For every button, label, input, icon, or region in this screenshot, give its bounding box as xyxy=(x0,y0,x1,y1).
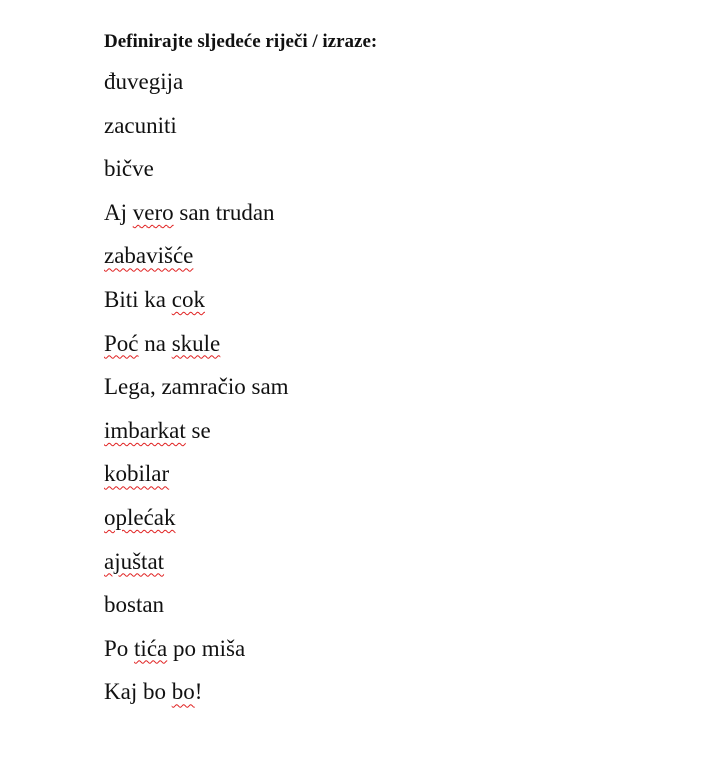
term-item xyxy=(104,546,289,590)
term-item xyxy=(104,197,289,241)
term-text: Biti ka xyxy=(104,286,172,312)
term-item xyxy=(104,371,289,415)
term-item xyxy=(104,502,289,546)
term-item xyxy=(104,153,289,197)
term-item xyxy=(104,328,289,372)
term-item xyxy=(104,110,289,154)
term-text: bostan xyxy=(104,592,165,618)
page-heading: Definirajte sljedeće riječi / izraze: xyxy=(104,31,378,52)
term-text: Lega, zamračio sam xyxy=(104,374,289,400)
term-text: po miša xyxy=(167,635,246,661)
term-item xyxy=(104,633,289,677)
term-item xyxy=(104,284,289,328)
spellcheck-flagged-word: bo xyxy=(171,679,195,705)
term-text: Aj xyxy=(104,199,133,225)
spellcheck-flagged-word: skule xyxy=(171,330,221,356)
spellcheck-flagged-word: oplećak xyxy=(104,504,176,530)
term-item xyxy=(104,66,289,110)
spellcheck-flagged-word: kobilar xyxy=(104,461,170,487)
term-item xyxy=(104,458,289,502)
term-text: đuvegija xyxy=(104,69,184,94)
term-text: bičve xyxy=(104,156,154,182)
spellcheck-flagged-word: imbarkat xyxy=(104,417,186,443)
term-item xyxy=(104,589,289,633)
term-text: Po xyxy=(104,635,135,661)
term-list xyxy=(104,66,289,720)
term-text: san trudan xyxy=(173,199,275,225)
term-text: zacuniti xyxy=(104,112,177,138)
spellcheck-flagged-word: vero xyxy=(132,199,174,225)
term-item xyxy=(104,240,289,284)
spellcheck-flagged-word: Poć xyxy=(104,330,139,356)
spellcheck-flagged-word: cok xyxy=(171,286,205,312)
term-text: Kaj bo xyxy=(104,679,172,705)
term-item xyxy=(104,415,289,459)
spellcheck-flagged-word: zabavišće xyxy=(104,243,194,269)
term-text: na xyxy=(138,330,172,356)
term-text: se xyxy=(185,417,211,443)
term-text: ! xyxy=(194,679,203,705)
spellcheck-flagged-word: ajuštat xyxy=(104,548,165,574)
term-item xyxy=(104,676,289,720)
spellcheck-flagged-word: tića xyxy=(134,635,168,661)
